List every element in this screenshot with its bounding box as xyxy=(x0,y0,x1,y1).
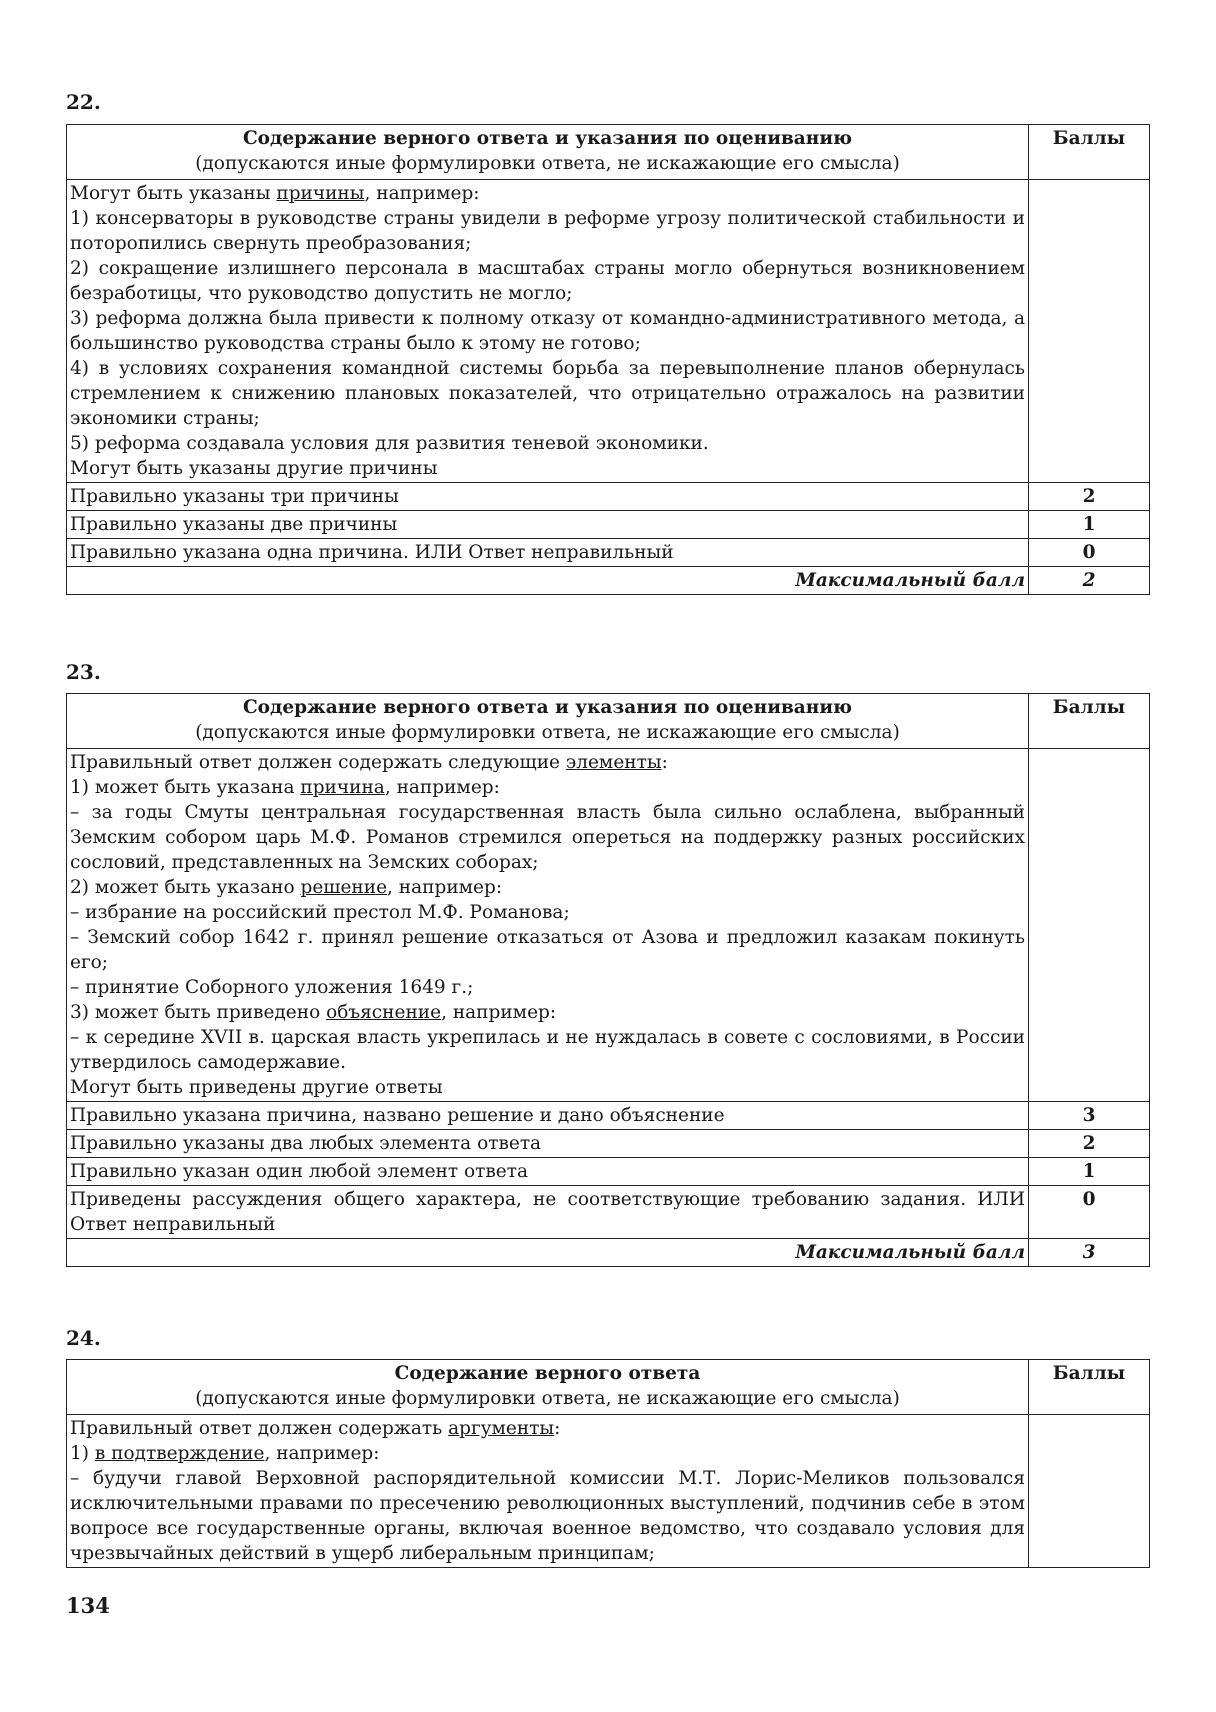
score-header: Баллы xyxy=(1029,1360,1150,1415)
content-line: – избрание на российский престол М.Ф. Романова; xyxy=(70,902,570,923)
criterion-text: Правильно указаны два любых элемента ответа xyxy=(67,1130,1029,1158)
content-header xyxy=(67,694,1029,749)
content-line xyxy=(70,1000,1025,1025)
content-header xyxy=(67,125,1029,180)
underlined-keyword: объяснение xyxy=(326,1002,442,1023)
content-line: 2) сокращение излишнего персонала в масштабах страны могло обернуться возникновением безработицы, что руководство допустить не могло; xyxy=(70,258,1025,304)
content-line: – Земский собор 1642 г. принял решение отказаться от Азова и предложил казакам покинуть его; xyxy=(70,927,1025,973)
criterion-row xyxy=(67,1102,1150,1130)
task-24-table xyxy=(66,1359,1150,1568)
content-text: , например: xyxy=(364,183,480,204)
content-text: : xyxy=(554,1418,561,1439)
underlined-keyword: аргументы xyxy=(448,1418,555,1439)
content-line: Могут быть приведены другие ответы xyxy=(70,1077,443,1098)
content-header-title: Содержание верного ответа xyxy=(394,1363,701,1384)
criterion-row xyxy=(67,1186,1150,1239)
criterion-row xyxy=(67,511,1150,539)
content-line xyxy=(70,750,1025,775)
criterion-text: Правильно указана причина, названо решение и дано объяснение xyxy=(67,1102,1029,1130)
task-23-table xyxy=(66,693,1150,1267)
criterion-score: 1 xyxy=(1029,1158,1150,1186)
criterion-row xyxy=(67,483,1150,511)
content-line: – к середине XVII в. царская власть укрепилась и не нуждалась в совете с сословиями, в России утвердилось самодержавие. xyxy=(70,1027,1025,1073)
task-24-number: 24. xyxy=(66,1326,101,1350)
content-header-title: Содержание верного ответа и указания по оцениванию xyxy=(242,128,853,149)
underlined-keyword: решение xyxy=(300,877,388,898)
content-line xyxy=(70,181,1025,206)
content-text: 2) может быть указано xyxy=(70,877,301,898)
content-header-subtitle: (допускаются иные формулировки ответа, не искажающие его смысла) xyxy=(195,153,900,174)
content-line xyxy=(70,875,1025,900)
answer-content xyxy=(67,1415,1029,1568)
content-text: Правильный ответ должен содержать следующие xyxy=(70,752,566,773)
empty-score-cell xyxy=(1029,749,1150,1102)
criterion-text: Приведены рассуждения общего характера, не соответствующие требованию задания. ИЛИ Ответ неправильный xyxy=(67,1186,1029,1239)
content-text: , например: xyxy=(384,777,500,798)
content-text: 1) может быть указана xyxy=(70,777,301,798)
task-22-table xyxy=(66,124,1150,595)
task-23-number: 23. xyxy=(66,660,101,684)
max-score-label: Максимальный балл xyxy=(67,567,1029,595)
criterion-score: 0 xyxy=(1029,539,1150,567)
criterion-row xyxy=(67,1130,1150,1158)
score-header: Баллы xyxy=(1029,694,1150,749)
content-line xyxy=(70,1416,1025,1441)
content-line: – будучи главой Верховной распорядительной комиссии М.Т. Лорис-Меликов пользовался исключительными правами по пресечению революционных выступлений, подчинив себе в этом вопросе все государственные органы, включая военное ведомство, что создавало условия для чрезвычайных действий в ущерб либеральным принципам; xyxy=(70,1468,1025,1564)
max-score-value: 2 xyxy=(1029,567,1150,595)
content-text: , например: xyxy=(441,1002,557,1023)
content-text: Могут быть указаны xyxy=(70,183,277,204)
score-header: Баллы xyxy=(1029,125,1150,180)
content-text: 1) xyxy=(70,1443,95,1464)
criterion-text: Правильно указан один любой элемент ответа xyxy=(67,1158,1029,1186)
max-score-row xyxy=(67,567,1150,595)
table-header-row xyxy=(67,1360,1150,1415)
max-score-label: Максимальный балл xyxy=(67,1239,1029,1267)
content-text: 3) может быть приведено xyxy=(70,1002,327,1023)
underlined-keyword: причины xyxy=(276,183,365,204)
table-header-row xyxy=(67,125,1150,180)
content-line: 3) реформа должна была привести к полному отказу от командно-административного метода, а большинство руководства страны было к этому не готово; xyxy=(70,308,1025,354)
criterion-score: 3 xyxy=(1029,1102,1150,1130)
content-line: 1) консерваторы в руководстве страны увидели в реформе угрозу политической стабильности и поторопились свернуть преобразования; xyxy=(70,208,1025,254)
criterion-score: 2 xyxy=(1029,1130,1150,1158)
content-header xyxy=(67,1360,1029,1415)
content-header-title: Содержание верного ответа и указания по оцениванию xyxy=(242,697,853,718)
underlined-keyword: причина xyxy=(300,777,385,798)
empty-score-cell xyxy=(1029,180,1150,483)
criterion-row xyxy=(67,1158,1150,1186)
max-score-value: 3 xyxy=(1029,1239,1150,1267)
max-score-row xyxy=(67,1239,1150,1267)
content-line: 4) в условиях сохранения командной системы борьба за перевыполнение планов обернулась стремлением к снижению плановых показателей, что отрицательно отражалось на развитии экономики страны; xyxy=(70,358,1025,429)
criterion-score: 1 xyxy=(1029,511,1150,539)
page-number: 134 xyxy=(66,1593,110,1618)
answer-content xyxy=(67,180,1029,483)
answer-content-row xyxy=(67,749,1150,1102)
criterion-text: Правильно указаны три причины xyxy=(67,483,1029,511)
answer-content xyxy=(67,749,1029,1102)
answer-content-row xyxy=(67,1415,1150,1568)
underlined-keyword: элементы xyxy=(565,752,662,773)
content-line xyxy=(70,1441,1025,1466)
criterion-row xyxy=(67,539,1150,567)
criterion-text: Правильно указаны две причины xyxy=(67,511,1029,539)
task-22-number: 22. xyxy=(66,90,101,114)
underlined-keyword: в подтверждение xyxy=(94,1443,265,1464)
content-text: , например: xyxy=(264,1443,380,1464)
content-text: , например: xyxy=(387,877,503,898)
criterion-score: 0 xyxy=(1029,1186,1150,1239)
content-line: Могут быть указаны другие причины xyxy=(70,458,438,479)
content-line: 5) реформа создавала условия для развития теневой экономики. xyxy=(70,433,709,454)
content-line xyxy=(70,775,1025,800)
content-header-subtitle: (допускаются иные формулировки ответа, не искажающие его смысла) xyxy=(195,722,900,743)
content-line: – принятие Соборного уложения 1649 г.; xyxy=(70,977,474,998)
content-header-subtitle: (допускаются иные формулировки ответа, не искажающие его смысла) xyxy=(195,1388,900,1409)
content-text: : xyxy=(661,752,668,773)
criterion-score: 2 xyxy=(1029,483,1150,511)
content-text: Правильный ответ должен содержать xyxy=(70,1418,449,1439)
answer-content-row xyxy=(67,180,1150,483)
empty-score-cell xyxy=(1029,1415,1150,1568)
table-header-row xyxy=(67,694,1150,749)
content-line: – за годы Смуты центральная государственная власть была сильно ослаблена, выбранный Земским собором царь М.Ф. Романов стремился опереться на поддержку разных российских сословий, представленных на Земских соборах; xyxy=(70,802,1025,873)
criterion-text: Правильно указана одна причина. ИЛИ Ответ неправильный xyxy=(67,539,1029,567)
